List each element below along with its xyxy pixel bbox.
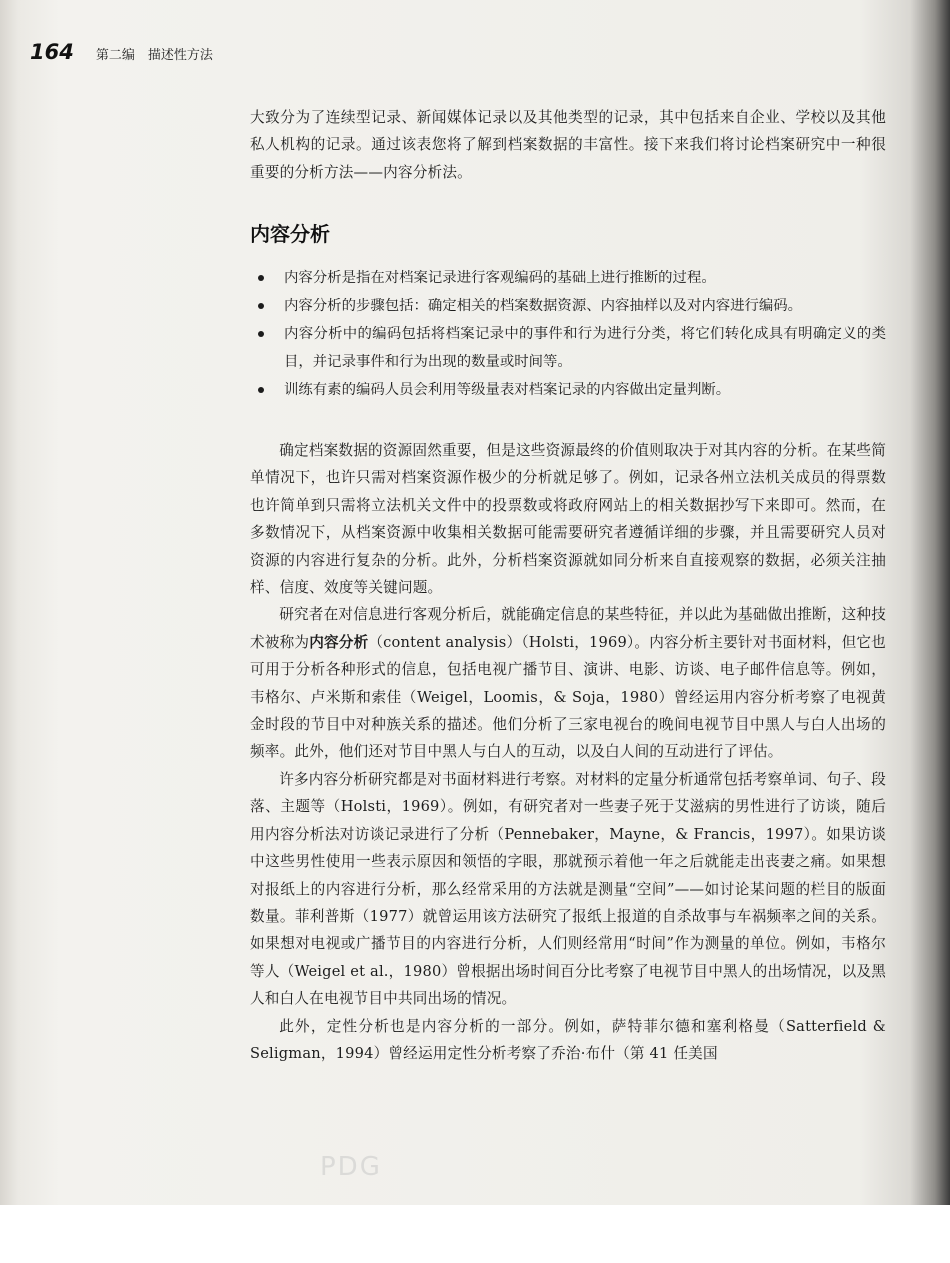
- page-number: 164: [30, 40, 74, 64]
- summary-item: 训练有素的编码人员会利用等级量表对档案记录的内容做出定量判断。: [254, 376, 886, 404]
- section-heading: 内容分析: [250, 222, 330, 246]
- body-paragraph-2: [250, 601, 886, 765]
- running-head: 第二编 描述性方法: [95, 48, 213, 63]
- intro-paragraph: 大致分为了连续型记录、新闻媒体记录以及其他类型的记录，其中包括来自企业、学校以及其他私人机构的记录。通过该表您将了解到档案数据的丰富性。接下来我们将讨论档案研究中一种很重要的分析方法——内容分析法。: [250, 109, 886, 181]
- body-paragraph-1: 确定档案数据的资源固然重要，但是这些资源最终的价值则取决于对其内容的分析。在某些简单情况下，也许只需对档案资源作极少的分析就足够了。例如，记录各州立法机关成员的得票数也许简单到只需将立法机关文件中的投票数或将政府网站上的相关数据抄写下来即可。然而，在多数情况下，从档案资源中收集相关数据可能需要研究者遵循详细的步骤，并且需要研究人员对资源的内容进行复杂的分析。此外，分析档案资源就如同分析来自直接观察的数据，必须关注抽样、信度、效度等关键问题。: [250, 442, 886, 597]
- body-paragraphs: [250, 437, 886, 1067]
- watermark: PDG: [320, 1152, 382, 1182]
- key-term: 内容分析: [309, 633, 369, 651]
- summary-item: 内容分析中的编码包括将档案记录中的事件和行为进行分类，将它们转化成具有明确定义的类目，并记录事件和行为出现的数量或时间等。: [254, 320, 886, 376]
- summary-item: 内容分析是指在对档案记录进行客观编码的基础上进行推断的过程。: [254, 264, 886, 292]
- paragraph-2-lead: 研究者在对信息进行客观分析后，就能确定信息的某些特征，并以此为基础做出推断，这种技术被称为: [250, 606, 886, 651]
- summary-item: 内容分析的步骤包括：确定相关的档案数据资源、内容抽样以及对内容进行编码。: [254, 292, 886, 320]
- body-paragraph-3: 许多内容分析研究都是对书面材料进行考察。对材料的定量分析通常包括考察单词、句子、段落、主题等（Holsti，1969）。例如，有研究者对一些妻子死于艾滋病的男性进行了访谈，随后用内容分析法对访谈记录进行了分析（Pennebaker，Mayne，& Francis，1997）。如果访谈中这些男性使用一些表示原因和领悟的字眼，那就预示着他一年之后就能走出丧妻之痛。如果想对报纸上的内容进行分析，那么经常采用的方法就是测量“空间”——如讨论某问题的栏目的版面数量。菲利普斯（1977）就曾运用该方法研究了报纸上报道的自杀故事与车祸频率之间的关系。如果想对电视或广播节目的内容进行分析，人们则经常用“时间”作为测量的单位。例如，韦格尔等人（Weigel et al.，1980）曾根据出场时间百分比考察了电视节目中黑人的出场情况，以及黑人和白人在电视节目中共同出场的情况。: [250, 770, 886, 1008]
- paragraph-2-rest: （content analysis）（Holsti，1969）。内容分析主要针对书面材料，但它也可用于分析各种形式的信息，包括电视广播节目、演讲、电影、访谈、电子邮件信息等。例如，韦格尔、卢米斯和索佳（Weigel，Loomis，& Soja，1980）曾经运用内容分析考察了电视黄金时段的节目中对种族关系的描述。他们分析了三家电视台的晚间电视节目中黑人与白人出场的频率。此外，他们还对节目中黑人与白人的互动，以及白人间的互动进行了评估。: [250, 633, 886, 761]
- body-paragraph-4: 此外，定性分析也是内容分析的一部分。例如，萨特菲尔德和塞利格曼（Satterfield & Seligman，1994）曾经运用定性分析考察了乔治·布什（第 41 任美国: [250, 1017, 886, 1062]
- page-header: [30, 40, 213, 64]
- summary-list: [254, 264, 886, 404]
